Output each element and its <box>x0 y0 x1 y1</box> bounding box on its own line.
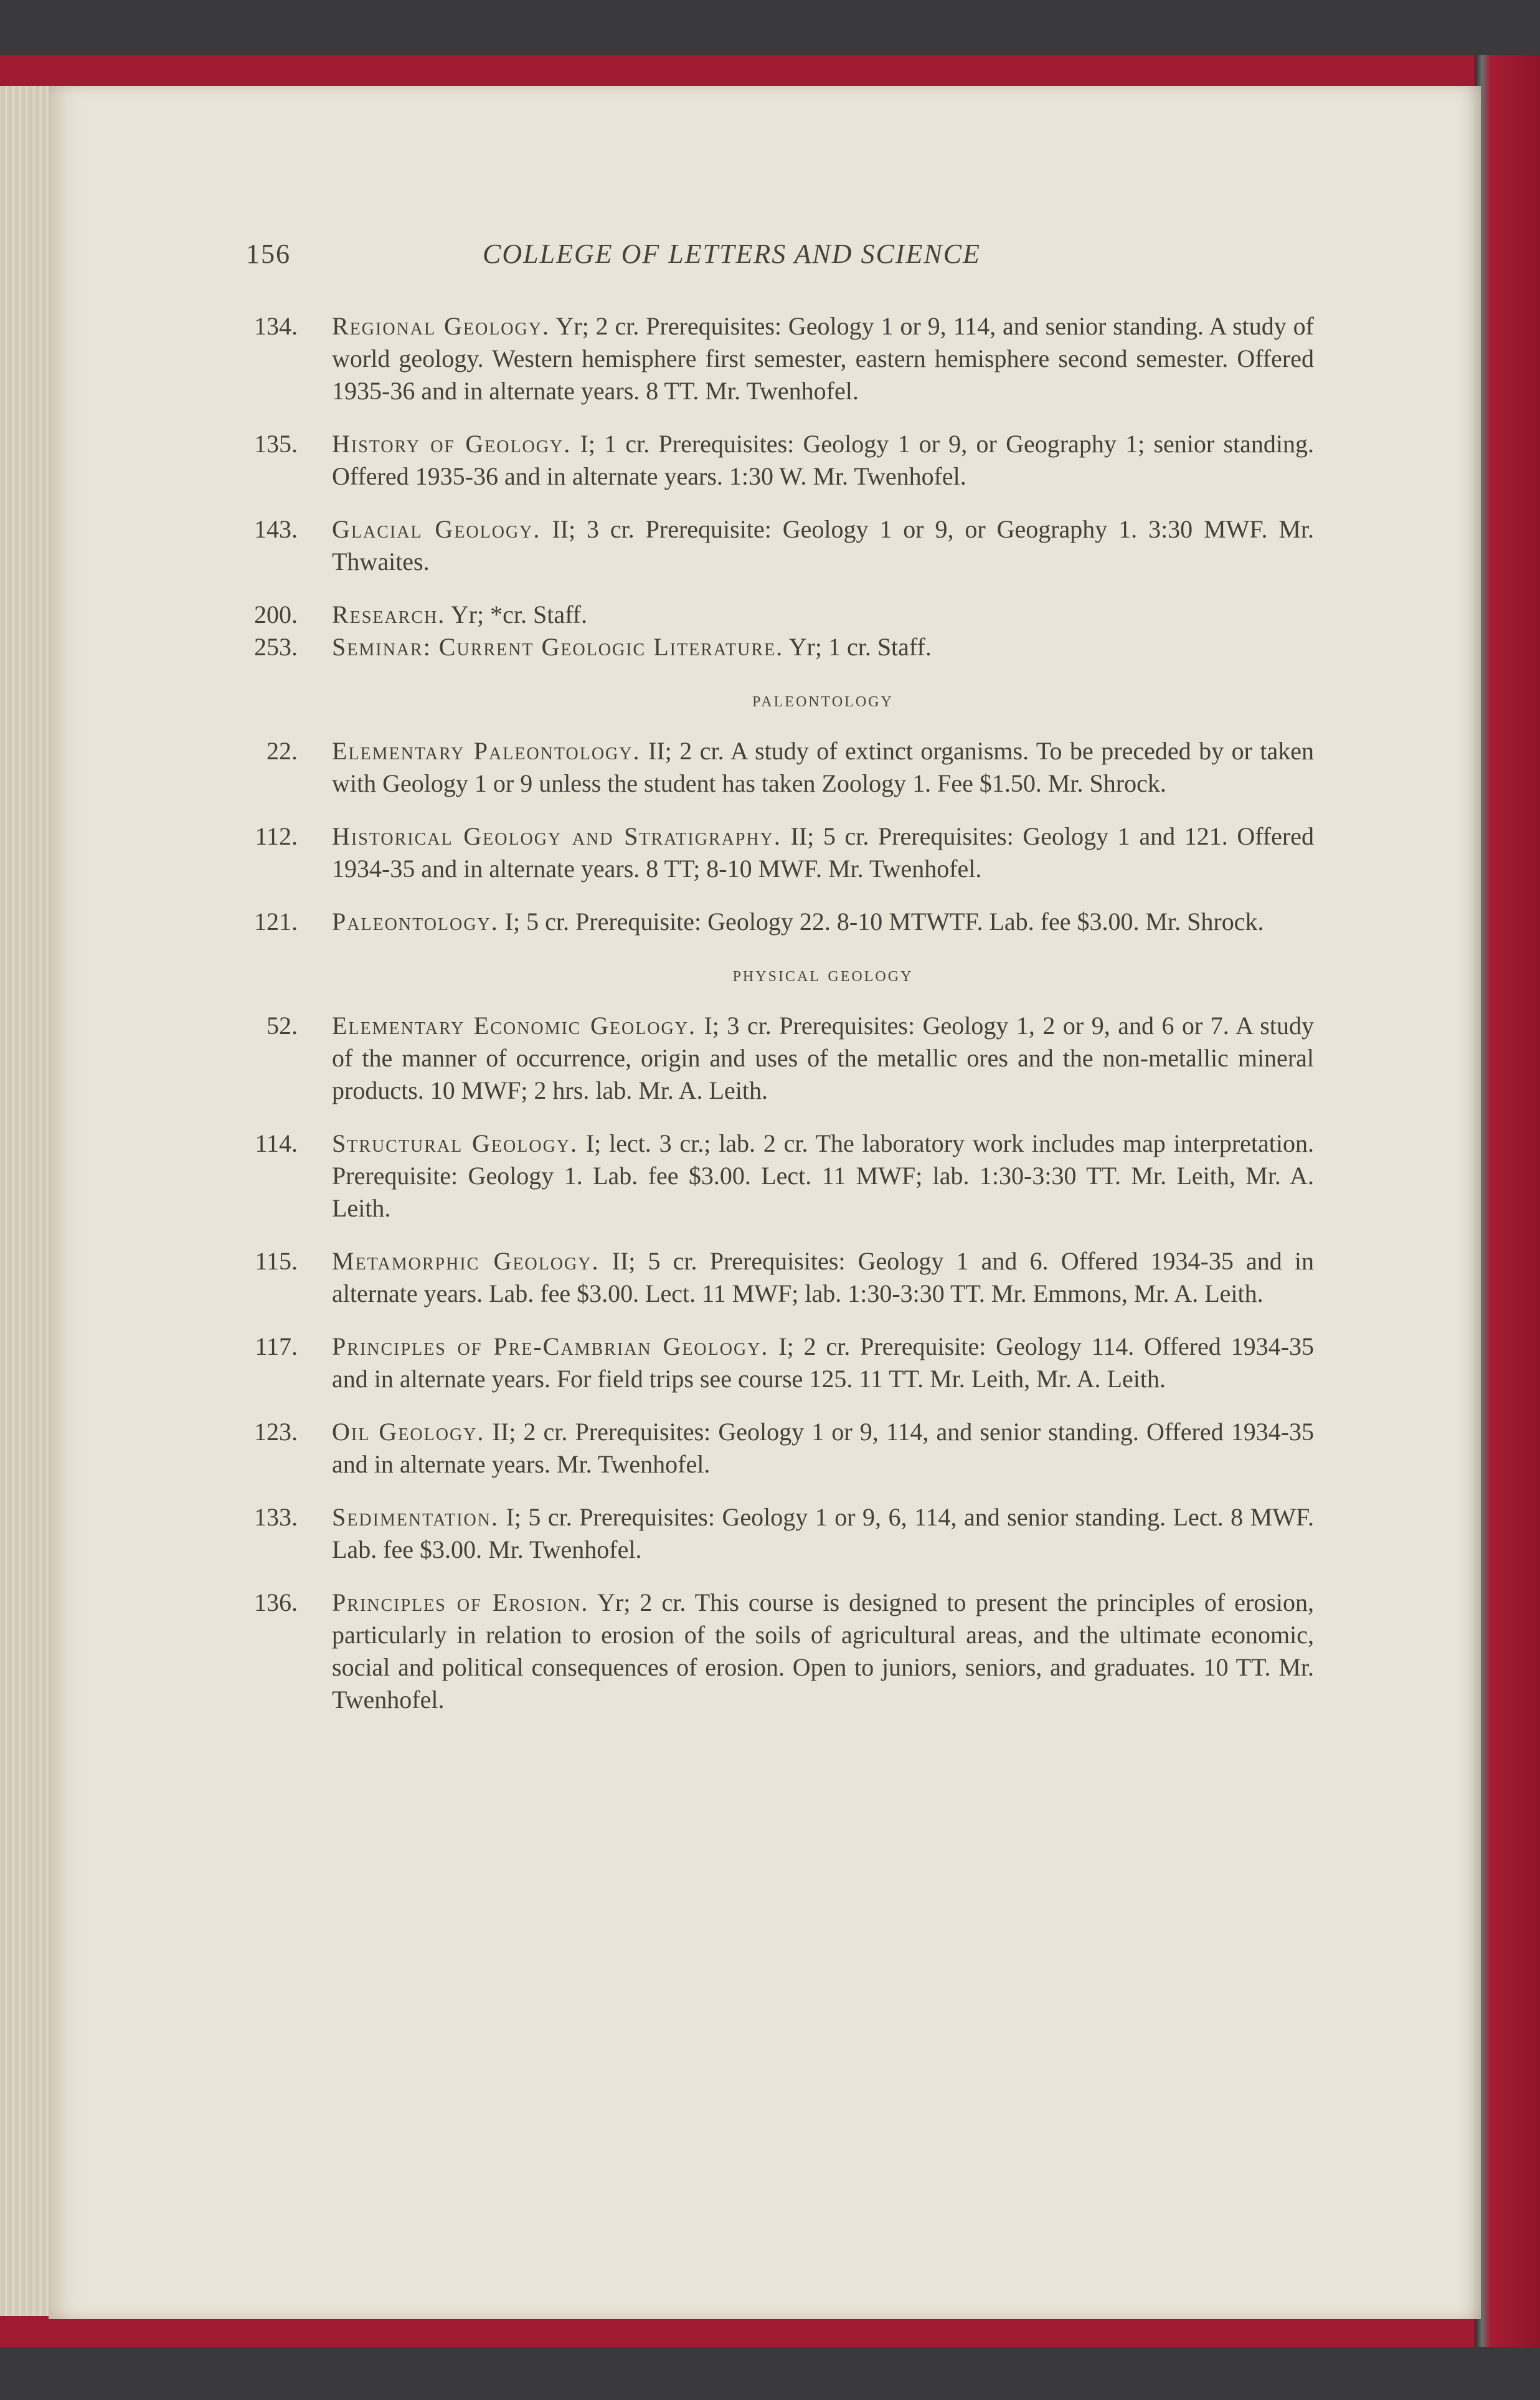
course-group-geology <box>243 310 1314 663</box>
course-description: Yr; 2 cr. Prerequisites: Geology 1 or 9, 114, and senior standing. A study of world geology. Western hemisphere first semester, eastern hemisphere second semester. Offered 1935-36 and in alternate years. 8 TT. Mr. Twenhofel. <box>332 312 1314 405</box>
course-description: I; 5 cr. Prerequisite: Geology 22. 8-10 MTWTF. Lab. fee $3.00. Mr. Shrock. <box>504 908 1264 936</box>
course-title: Sedimentation. <box>332 1503 499 1531</box>
course-entry <box>243 1127 1314 1225</box>
book-spine-edge <box>1475 55 1540 2347</box>
course-entry <box>243 906 1314 938</box>
course-number: 253. <box>254 633 298 661</box>
course-number: 114. <box>255 1129 298 1157</box>
course-entry <box>243 1245 1314 1310</box>
course-number: 136. <box>254 1588 298 1616</box>
page-number: 156 <box>246 239 291 269</box>
course-group-physical-geology <box>243 1010 1314 1716</box>
course-title: Structural Geology. <box>332 1129 579 1157</box>
course-number: 22. <box>267 737 298 765</box>
course-title: Regional Geology. <box>332 312 550 340</box>
course-description: II; 2 cr. A study of extinct organisms. To be preceded by or taken with Geology 1 or 9 unless the student has taken Zoology 1. Fee $1.50. Mr. Shrock. <box>332 737 1315 797</box>
course-number: 112. <box>255 822 298 850</box>
course-number: 134. <box>254 312 298 340</box>
course-entry <box>243 820 1314 885</box>
course-entry <box>243 513 1314 578</box>
running-header <box>246 238 1093 275</box>
course-number: 133. <box>254 1503 298 1531</box>
course-title: Principles of Erosion. <box>332 1588 589 1616</box>
course-description: I; 5 cr. Prerequisites: Geology 1 or 9, 6, 114, and senior standing. Lect. 8 MWF. Lab. fee $3.00. Mr. Twenhofel. <box>332 1503 1314 1563</box>
course-entry <box>243 1416 1314 1481</box>
course-number: 52. <box>267 1012 298 1040</box>
course-title: Research. <box>332 600 446 628</box>
course-title: Elementary Economic Geology. <box>332 1012 696 1040</box>
course-title: Glacial Geology. <box>332 515 541 543</box>
course-number: 115. <box>255 1247 298 1275</box>
course-entry <box>243 310 1314 407</box>
course-description: Yr; 2 cr. This course is designed to present the principles of erosion, particularly in relation to erosion of the soils of agricultural areas, and the ultimate economic, social and political consequences of erosion. Open to juniors, seniors, and graduates. 10 TT. Mr. Twenhofel. <box>332 1588 1315 1714</box>
course-number: 117. <box>255 1332 298 1360</box>
course-entry <box>243 1587 1314 1716</box>
course-title: Seminar: Current Geologic Literature. <box>332 633 784 661</box>
course-description: I; 2 cr. Prerequisite: Geology 114. Offered 1934-35 and in alternate years. For field trips see course 125. 11 TT. Mr. Leith, Mr. A. Leith. <box>332 1332 1314 1393</box>
course-title: Elementary Paleontology. <box>332 737 641 765</box>
course-entry <box>243 631 1314 663</box>
course-entry <box>243 428 1314 493</box>
course-description: II; 2 cr. Prerequisites: Geology 1 or 9, 114, and senior standing. Offered 1934-35 and in alternate years. Mr. Twenhofel. <box>332 1418 1315 1478</box>
running-title: COLLEGE OF LETTERS AND SCIENCE <box>483 239 981 269</box>
course-description: Yr; 1 cr. Staff. <box>788 633 932 661</box>
course-title: Principles of Pre-Cambrian Geology. <box>332 1332 769 1360</box>
course-entry <box>243 1501 1314 1566</box>
course-number: 123. <box>254 1418 298 1446</box>
section-heading-paleontology: paleontology <box>752 688 894 711</box>
course-title: History of Geology. <box>332 430 572 458</box>
course-number: 121. <box>254 908 298 936</box>
course-entry <box>243 1330 1314 1395</box>
course-description: II; 3 cr. Prerequisite: Geology 1 or 9, or Geography 1. 3:30 MWF. Mr. Thwaites. <box>332 515 1315 576</box>
course-description: I; 3 cr. Prerequisites: Geology 1, 2 or 9, and 6 or 7. A study of the manner of occurrence, origin and uses of the metallic ores and the non-metallic mineral products. 10 MWF; 2 hrs. lab. Mr. A. Leith. <box>332 1012 1314 1104</box>
course-entry <box>243 599 1314 631</box>
course-description: I; lect. 3 cr.; lab. 2 cr. The laboratory work includes map interpretation. Prerequisite: Geology 1. Lab. fee $3.00. Lect. 11 MWF; lab. 1:30-3:30 TT. Mr. Leith, Mr. A. Leith. <box>332 1129 1314 1222</box>
course-number: 200. <box>254 600 298 628</box>
course-entry <box>243 735 1314 800</box>
course-description: II; 5 cr. Prerequisites: Geology 1 and 121. Offered 1934-35 and in alternate years. 8 TT; 8-10 MWF. Mr. Twenhofel. <box>332 822 1314 883</box>
course-title: Metamorphic Geology. <box>332 1247 600 1275</box>
course-title: Paleontology. <box>332 908 499 936</box>
course-description: II; 5 cr. Prerequisites: Geology 1 and 6. Offered 1934-35 and in alternate years. Lab. fee $3.00. Lect. 11 MWF; lab. 1:30-3:30 TT. Mr. Emmons, Mr. A. Leith. <box>332 1247 1314 1307</box>
course-title: Oil Geology. <box>332 1418 485 1446</box>
course-entry <box>243 1010 1314 1107</box>
course-listing <box>243 310 1314 1737</box>
course-number: 135. <box>254 430 298 458</box>
course-description: I; 1 cr. Prerequisites: Geology 1 or 9, or Geography 1; senior standing. Offered 1935-36 and in alternate years. 1:30 W. Mr. Twenhofel. <box>332 430 1314 490</box>
course-group-paleontology <box>243 735 1314 938</box>
course-title: Historical Geology and Stratigraphy. <box>332 822 782 850</box>
course-number: 143. <box>254 515 298 543</box>
section-heading-physical-geology: physical geology <box>732 963 914 986</box>
course-description: Yr; *cr. Staff. <box>450 600 587 628</box>
